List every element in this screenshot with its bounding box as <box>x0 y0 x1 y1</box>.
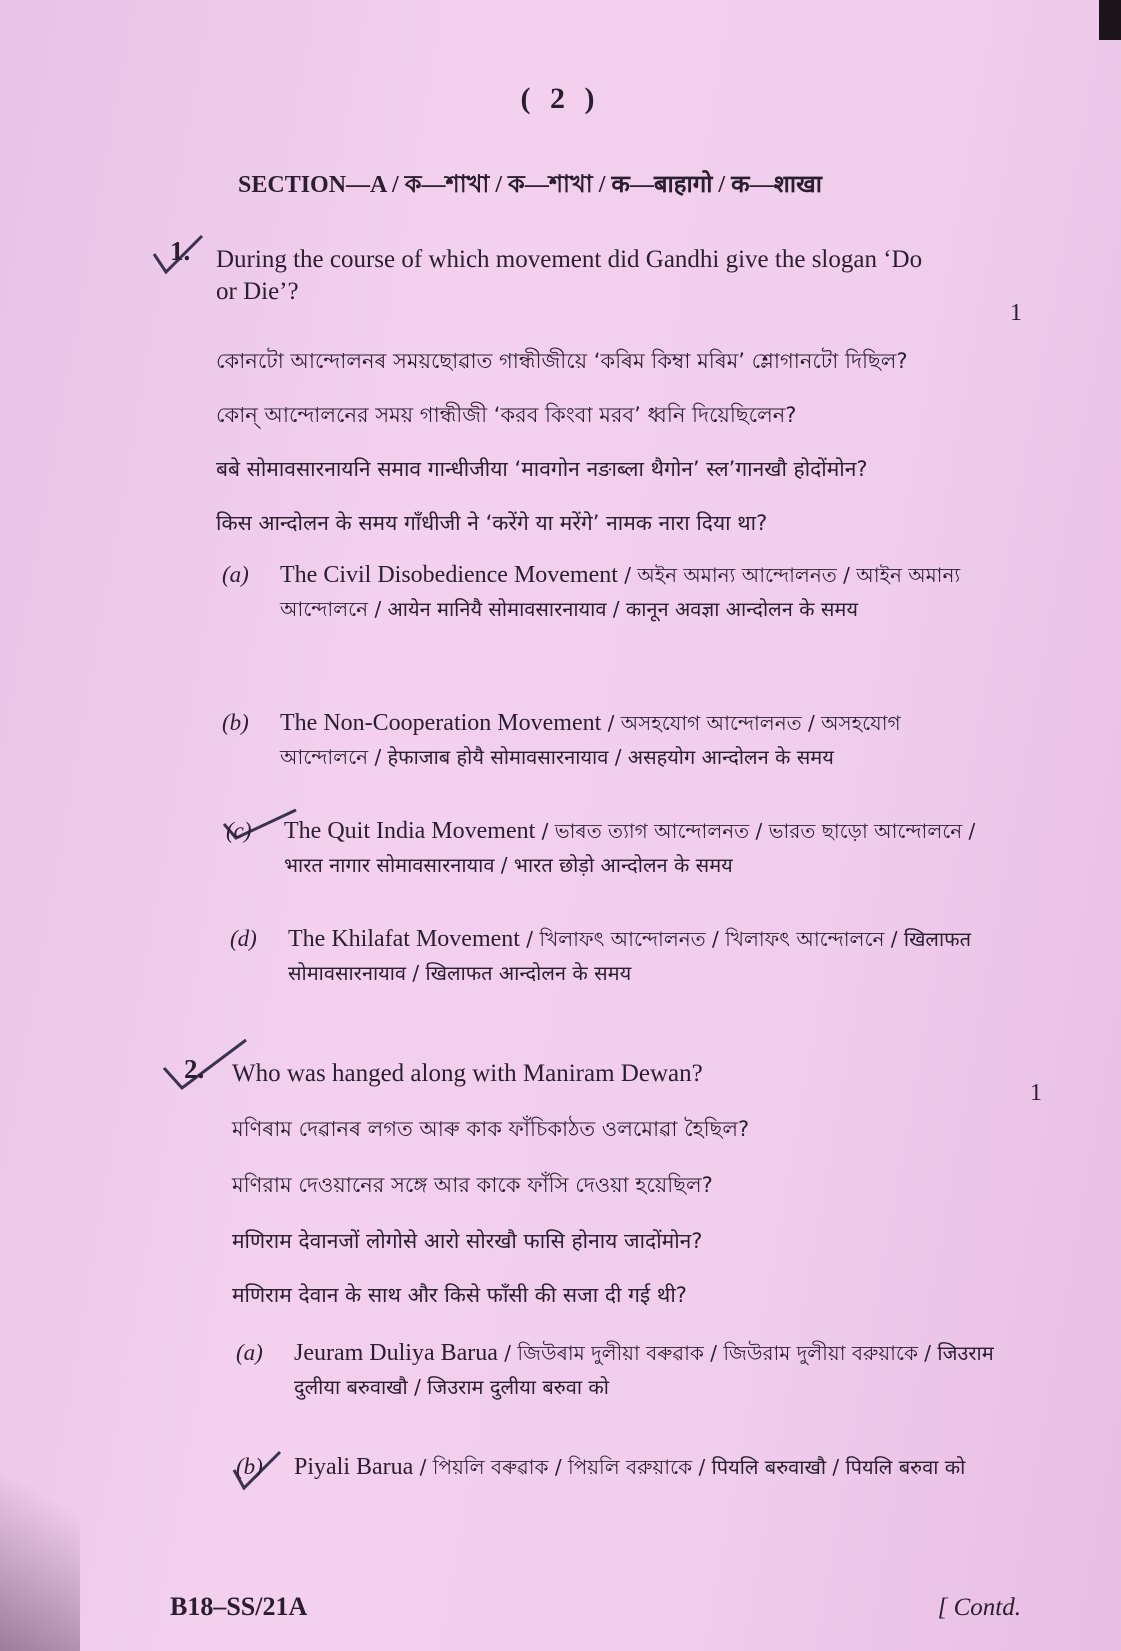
page-number: ( 2 ) <box>520 82 601 115</box>
question-marks: 1 <box>1010 300 1022 326</box>
option-text-translations: / অসহযোগ আন্দোলনত / অসহযোগ আন্দোলনে / हेफाजाब होयै सोमावसारनायाव / असहयोग आन्दोलन के समय <box>280 711 901 769</box>
option-text-en: Piyali Barua <box>294 1454 414 1480</box>
option-text-translations: / পিয়লি বৰুৱাক / পিয়লি বরুয়াকে / पियलि बरुवाखौ / पियलि बरुवा को <box>413 1455 966 1479</box>
option-text-translations: / জিউৰাম দুলীয়া বৰুৱাক / জিউরাম দুলীয়া বরুয়াকে / जिउराम दुलीया बरुवाखौ / जिउराम दुलीया बरुवा को <box>294 1341 994 1399</box>
option-label: (a) <box>222 562 249 587</box>
paper-code: B18–SS/21A <box>170 1592 308 1621</box>
option-label: (c) <box>226 818 252 843</box>
option-a <box>222 558 992 668</box>
option-c <box>226 814 992 884</box>
question-marks: 1 <box>1030 1080 1042 1106</box>
option-label: (a) <box>236 1340 263 1365</box>
option-text-translations: / ভাৰত ত্যাগ আন্দোলনত / ভারত ছাড়ো আন্দোলনে / भारत नागार सोमावसारनायाव / भारत छोड़ो आन्दोलन के समय <box>284 819 976 877</box>
question-text-bn: মণিরাম দেওয়ানের সঙ্গে আর কাকে ফাঁসি দেওয়া হয়েছিল? <box>232 1173 713 1197</box>
option-text-en: The Khilafat Movement <box>288 926 520 952</box>
question-text-hi: किस आन्दोलन के समय गाँधीजी ने ‘करेंगे या मरेंगे’ नामक नारा दिया था? <box>216 511 768 535</box>
option-label: (b) <box>222 710 249 735</box>
page-edge-shadow <box>1099 0 1121 40</box>
option-b <box>236 1450 1012 1526</box>
question-text-en: During the course of which movement did Gandhi give the slogan ‘Do or Die’? <box>216 246 923 305</box>
option-label: (d) <box>230 926 257 951</box>
option-d <box>230 922 992 992</box>
option-text-en: Jeuram Duliya Barua <box>294 1340 498 1366</box>
question-text-en: Who was hanged along with Maniram Dewan? <box>232 1060 703 1087</box>
question-number: 2. <box>184 1054 205 1084</box>
option-text-en: The Quit India Movement <box>284 818 536 844</box>
question-text-bo: बबे सोमावसारनायनि समाव गान्धीजीया ‘मावगोन नङाब्ला थैगोन’ स्ल’गानखौ होदोंमोन? <box>216 457 868 481</box>
option-a <box>236 1336 1012 1412</box>
question-text-bn: কোন্ আন্দোলনের সময় গান্ধীজী ‘করব কিংবা মরব’ ধ্বনি দিয়েছিলেন? <box>216 403 797 427</box>
option-label: (b) <box>236 1454 263 1479</box>
option-b <box>222 706 992 776</box>
option-text-translations: / অইন অমান্য আন্দোলনত / আইন অমান্য আন্দোলনে / आयेन मानियै सोमावसारनायाव / कानून अवज्ञा आन्दोलन के समय <box>280 563 961 621</box>
question-text-hi: मणिराम देवान के साथ और किसे फाँसी की सजा दी गई थी? <box>232 1283 687 1307</box>
option-text-en: The Non-Cooperation Movement <box>280 710 602 736</box>
question-text-as: মণিৰাম দেৱানৰ লগত আৰু কাক ফাঁচিকাঠত ওলমোৱা হৈছিল? <box>232 1117 750 1141</box>
question-number: 1. <box>170 236 191 266</box>
continued-label: [ Contd. <box>937 1594 1021 1621</box>
page-corner-shadow <box>0 1391 80 1651</box>
option-text-en: The Civil Disobedience Movement <box>280 562 618 588</box>
question-text-as: কোনটো আন্দোলনৰ সময়ছোৱাত গান্ধীজীয়ে ‘কৰিম কিম্বা মৰিম’ শ্লোগানটো দিছিল? <box>216 349 908 373</box>
question-text-bo: मणिराम देवानजों लोगोसे आरो सोरखौ फासि होनाय जादोंमोन? <box>232 1229 703 1253</box>
section-title: SECTION—A / ক—শাখা / ক—শাখা / क—बाहागो / क—शाखा <box>238 172 822 198</box>
option-text-translations: / খিলাফৎ আন্দোলনত / খিলাফৎ আন্দোলনে / खिलाफत सोमावसारनायाव / खिलाफत आन्दोलन के समय <box>288 927 971 985</box>
